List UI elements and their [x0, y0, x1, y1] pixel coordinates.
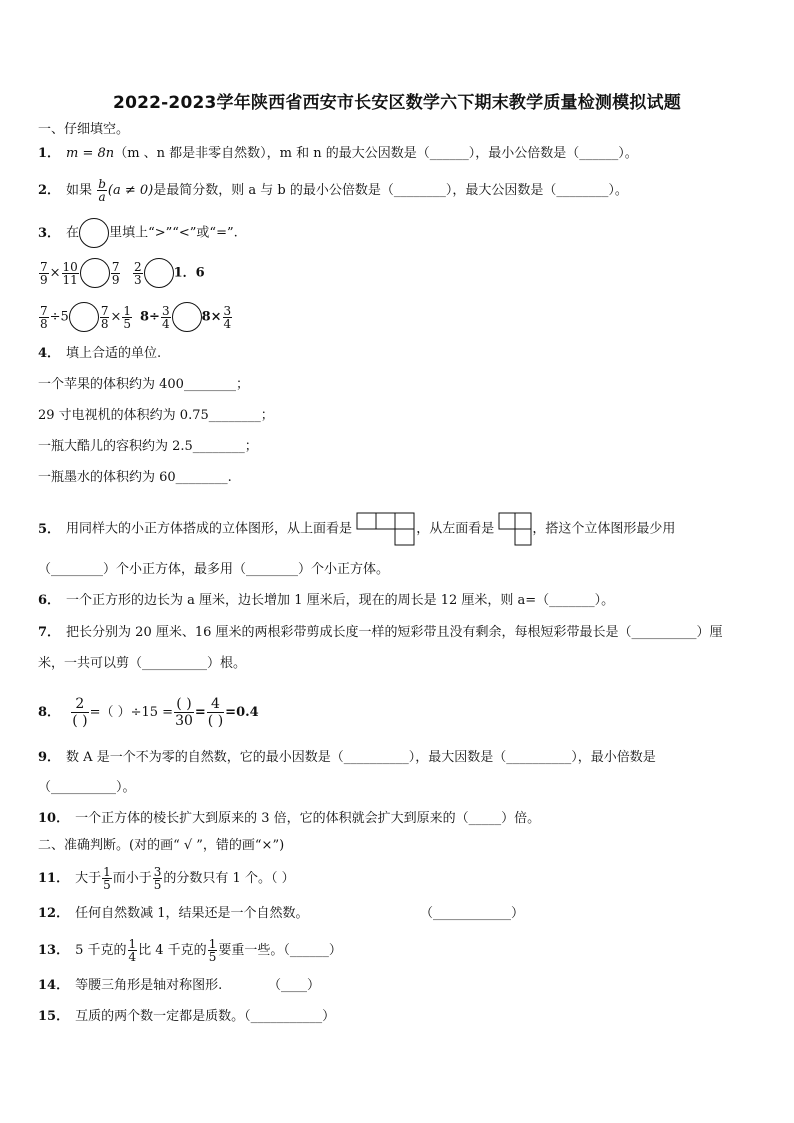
question-5: [38, 512, 675, 546]
unit-line-4: 一瓶墨水的体积约为 60________.: [38, 470, 232, 485]
compare-row-1a: $\frac{7}{9}$ × $\frac{10}{11}$ $\frac{7}{9}$: [40, 259, 120, 287]
condition: (a ≠ 0): [107, 183, 154, 198]
question-number: 6．: [38, 593, 61, 608]
question-text: 任何自然数减 1，结果还是一个自然数。: [75, 906, 309, 921]
question-number: 1．: [38, 146, 61, 161]
question-number: 8．: [38, 705, 61, 720]
answer-circle[interactable]: [79, 218, 109, 248]
question-text: （m 、n 都是非零自然数），: [114, 146, 280, 161]
question-14: [38, 978, 222, 994]
question-13: 13． 5 千克的 $\frac{1}{4}$ 比 4 千克的 $\frac{1}{5}$ 要重一些。（______）: [38, 937, 342, 964]
question-number: 2．: [38, 183, 61, 198]
question-8: 8． $\frac{2}{( )}$ =（ ）÷15 = $\frac{( )}{30}$ = $\frac{4}{( )}$ =0.4: [38, 696, 259, 729]
question-text: 是最简分数，则 a 与 b 的最小公倍数是（________），最大公因数是（________）。: [153, 183, 628, 198]
question-number: 4．: [38, 346, 61, 361]
question-text: ，搭这个立体图形最少用: [532, 521, 676, 537]
fraction: $\frac{b}{a}$: [98, 177, 106, 204]
question-9: [38, 750, 656, 766]
question-text: 把长分别为 20 厘米、16 厘米的两根彩带剪成长度一样的短彩带且没有剩余，每根短彩带最长是（__________）厘: [66, 625, 723, 640]
section-heading-2: 二、准确判断。(对的画“ √ ”，错的画“×”): [38, 838, 285, 853]
question-12: [38, 906, 309, 922]
question-3: [38, 218, 238, 248]
question-text: 里填上“>”“<”或“=”.: [109, 225, 238, 241]
question-7: [38, 625, 723, 641]
question-number: 3．: [38, 225, 61, 241]
page-title: 2022-2023学年陕西省西安市长安区数学六下期末教学质量检测模拟试题: [113, 93, 681, 113]
question-text: 填上合适的单位.: [66, 346, 162, 361]
question-text: 在: [66, 225, 80, 241]
question-text: 一个正方形的边长为 a 厘米，边长增加 1 厘米后，现在的周长是 12 厘米，则 a=（_______）。: [66, 593, 615, 608]
answer-circle[interactable]: [80, 258, 110, 288]
question-number: 9．: [38, 750, 61, 765]
unit-line-1: 一个苹果的体积约为 400________；: [38, 377, 249, 392]
top-view-figure: [356, 512, 416, 546]
question-10: [38, 811, 540, 827]
question-number: 11．: [38, 871, 70, 886]
question-number: 15．: [38, 1009, 70, 1024]
question-7-line-2: 米，一共可以剪（__________）根。: [38, 656, 247, 671]
section-heading-1: 一、仔细填空。: [38, 122, 130, 137]
compare-row-1b: $\frac{2}{3}$ 1．6: [134, 259, 205, 287]
question-text: 数 A 是一个不为零的自然数，它的最小因数是（__________），最大因数是（__________），最小倍数是: [66, 750, 656, 765]
question-6: [38, 593, 614, 609]
question-number: 10．: [38, 811, 70, 826]
question-text: 如果: [66, 183, 93, 198]
math-expression: m = 8n: [66, 146, 115, 161]
question-number: 7．: [38, 625, 61, 640]
question-number: 12．: [38, 906, 70, 921]
answer-circle[interactable]: [69, 302, 99, 332]
question-4: [38, 346, 161, 362]
unit-line-3: 一瓶大酷儿的容积约为 2.5________；: [38, 439, 258, 454]
question-text: 等腰三角形是轴对称图形.: [75, 978, 223, 993]
answer-blank[interactable]: （____________）: [420, 906, 525, 921]
question-5-line-2: （________）个小正方体，最多用（________）个小正方体。: [38, 562, 390, 577]
answer-circle[interactable]: [172, 302, 202, 332]
question-number: 5．: [38, 521, 61, 537]
left-view-figure: [498, 512, 532, 546]
question-number: 13．: [38, 943, 70, 958]
unit-line-2: 29 寸电视机的体积约为 0.75________；: [38, 408, 274, 423]
question-text: 一个正方体的棱长扩大到原来的 3 倍，它的体积就会扩大到原来的（_____）倍。: [75, 811, 541, 826]
answer-circle[interactable]: [144, 258, 174, 288]
question-number: 14．: [38, 978, 70, 993]
question-text: m 和 n 的最大公因数是（______），最小公倍数是（______）。: [279, 146, 638, 161]
question-11: 11． 大于 $\frac{1}{5}$ 而小于 $\frac{3}{5}$ 的分数只有 1 个。（ ）: [38, 865, 295, 892]
question-text: 互质的两个数一定都是质数。（___________）: [75, 1009, 336, 1024]
answer-blank[interactable]: （____）: [268, 978, 321, 993]
question-9-line-2: （__________）。: [38, 780, 136, 795]
question-1: [38, 146, 638, 162]
compare-row-2b: 8÷ $\frac{3}{4}$ 8× $\frac{3}{4}$: [140, 303, 232, 331]
compare-row-2a: $\frac{7}{8}$ ÷5 $\frac{7}{8}$ × $\frac{1}{5}$: [40, 303, 131, 331]
question-15: [38, 1009, 335, 1025]
question-2: [38, 178, 628, 203]
question-text: 用同样大的小正方体搭成的立体图形，从上面看是: [66, 521, 353, 537]
question-text: ，从左面看是: [416, 521, 495, 537]
